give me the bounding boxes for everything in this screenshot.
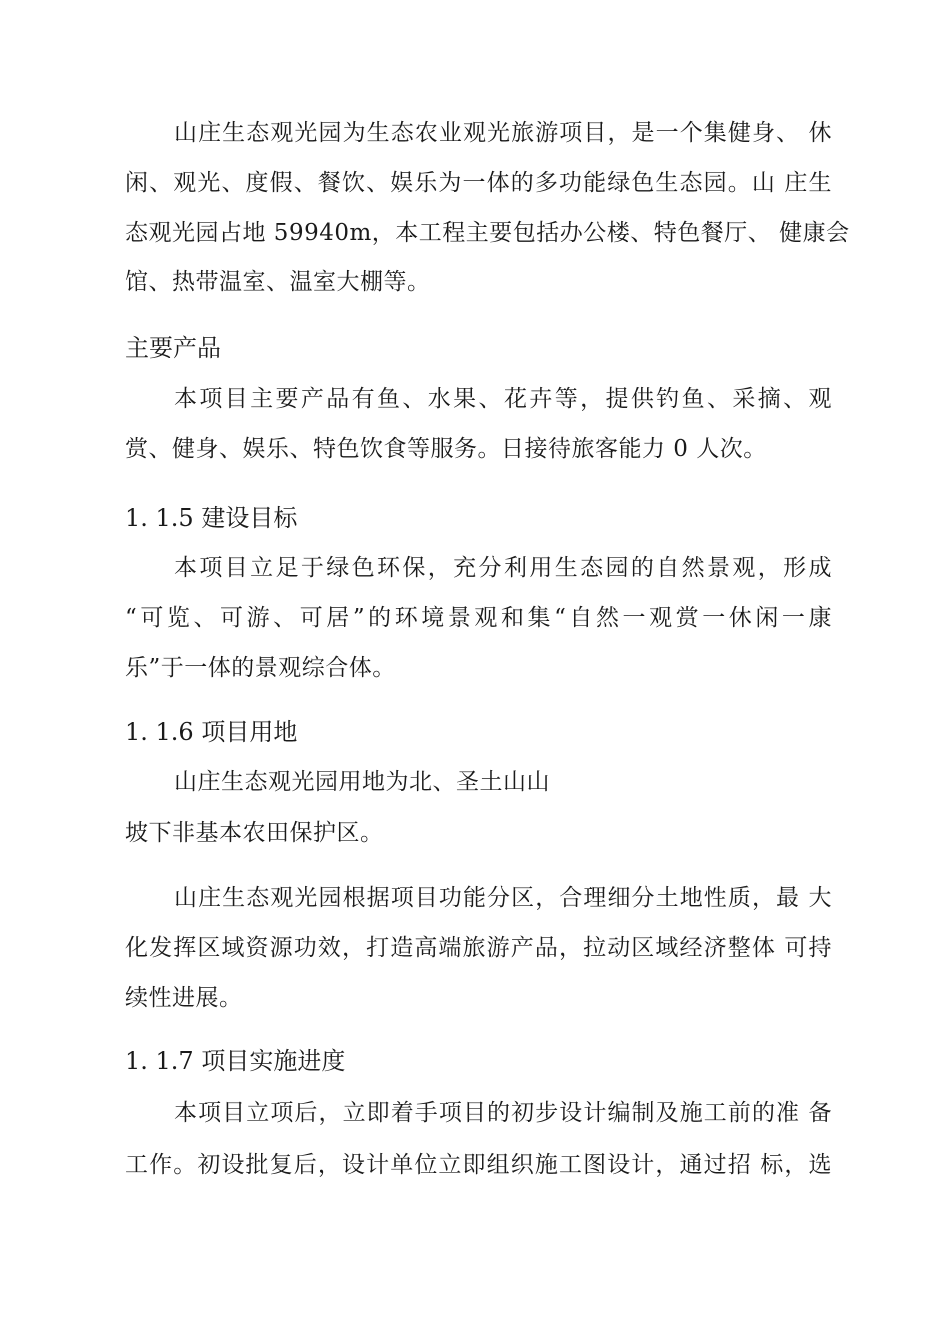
section-heading-products: 主要产品: [125, 334, 221, 362]
paragraph-3-line-2: “可览、可游、可居”的环境景观和集“自然一观赏一休闲一康: [125, 605, 832, 631]
paragraph-5-line-2: 化发挥区域资源功效，打造高端旅游产品，拉动区域经济整体 可持: [125, 935, 832, 961]
paragraph-1-line-4: 馆、热带温室、温室大棚等。: [125, 269, 431, 295]
paragraph-1-line-2: 闲、观光、度假、餐饮、娱乐为一体的多功能绿色生态园。山 庄生: [125, 170, 832, 196]
paragraph-6-line-1: 本项目立项后，立即着手项目的初步设计编制及施工前的准 备: [174, 1100, 832, 1126]
paragraph-4-line-2: 坡下非基本农田保护区。: [125, 820, 384, 846]
section-heading-1-1-5: 1. 1.5 建设目标: [125, 504, 298, 532]
paragraph-6-line-2: 工作。初设批复后，设计单位立即组织施工图设计，通过招 标，选: [125, 1152, 832, 1178]
paragraph-2-line-2: 赏、健身、娱乐、特色饮食等服务。日接待旅客能力 0 人次。: [125, 436, 767, 462]
section-heading-1-1-7: 1. 1.7 项目实施进度: [125, 1047, 346, 1075]
paragraph-1-line-1: 山庄生态观光园为生态农业观光旅游项目，是一个集健身、 休: [174, 120, 832, 146]
section-heading-1-1-6: 1. 1.6 项目用地: [125, 718, 298, 746]
paragraph-1-line-3: 态观光园占地 59940m，本工程主要包括办公楼、特色餐厅、 健康会: [125, 220, 850, 246]
paragraph-4-line-1: 山庄生态观光园用地为北、圣土山山: [174, 769, 550, 795]
paragraph-3-line-1: 本项目立足于绿色环保，充分利用生态园的自然景观，形成: [174, 555, 832, 581]
paragraph-2-line-1: 本项目主要产品有鱼、水果、花卉等，提供钓鱼、采摘、观: [174, 386, 832, 412]
paragraph-5-line-1: 山庄生态观光园根据项目功能分区，合理细分土地性质，最 大: [174, 885, 832, 911]
paragraph-5-line-3: 续性进展。: [125, 985, 243, 1011]
paragraph-3-line-3: 乐”于一体的景观综合体。: [125, 655, 396, 681]
